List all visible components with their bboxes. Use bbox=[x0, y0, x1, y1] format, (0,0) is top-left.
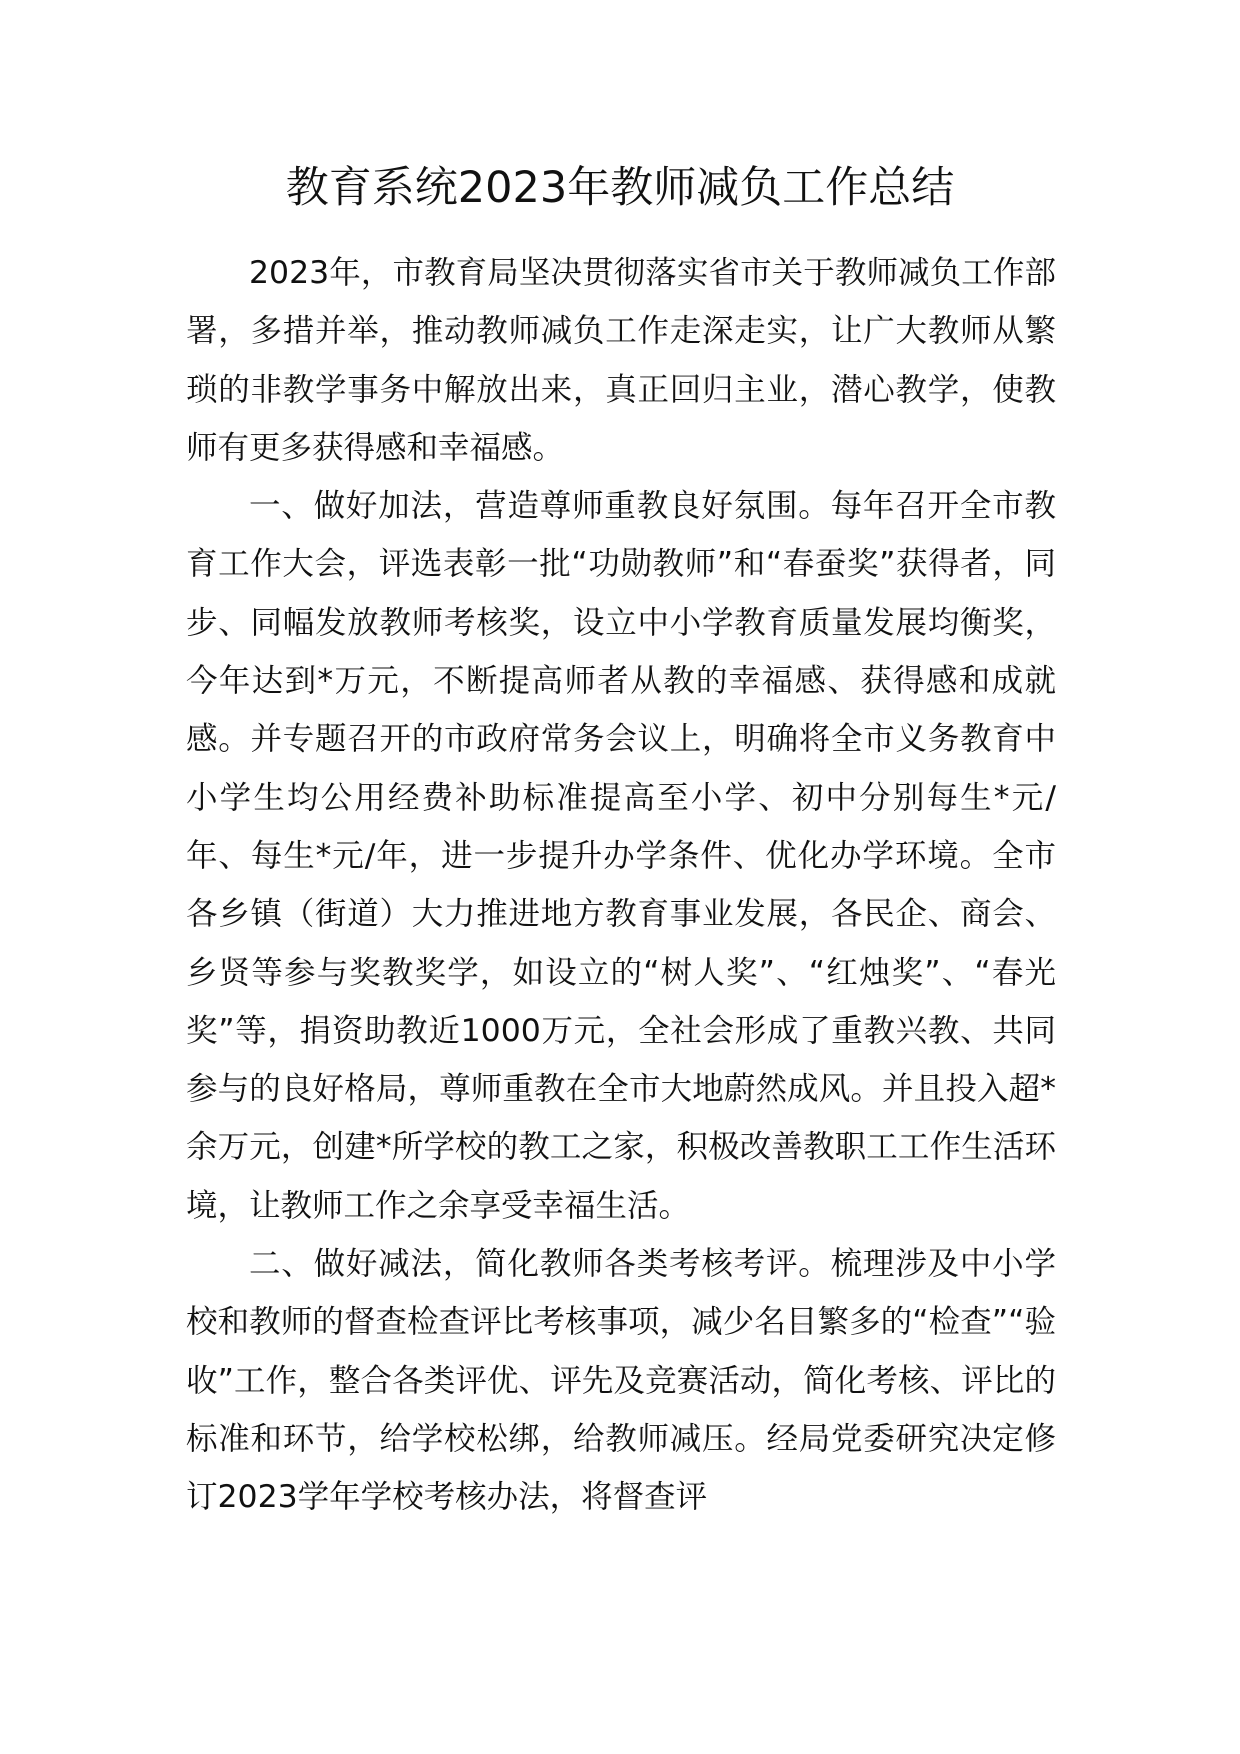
paragraph-text: 每年召开全市教育工作大会，评选表彰一批“功勋教师”和“春蚕奖”获得者，同步、同幅发放教师考核奖，设立中小学教育质量发展均衡奖，今年达到*万元，不断提高师者从教的幸福感、获得感和成就感。并专题召开的市政府常务会议上，明确将全市义务教育中小学生均公用经费补助标准提高至小学、初中分别每生*元/年、每生*元/年，进一步提升办学条件、优化办学环境。全市各乡镇（街道）大力推进地方教育事业发展，各民企、商会、乡贤等参与奖教奖学，如设立的“树人奖”、“红烛奖”、“春光奖”等，捐资助教近1000万元，全社会形成了重教兴教、共同参与的良好格局，尊师重教在全市大地蔚然成风。并且投入超*余万元，创建*所学校的教工之家，积极改善教职工工作生活环境，让教师工作之余享受幸福生活。 bbox=[186, 488, 1056, 1224]
paragraph-lead: 二、做好减法，简化教师各类考核考评。 bbox=[249, 1246, 831, 1283]
paragraph-lead: 一、做好加法，营造尊师重教良好氛围。 bbox=[249, 488, 831, 525]
paragraph-section-1 bbox=[186, 477, 1056, 1235]
paragraph-intro bbox=[186, 244, 1056, 477]
paragraph-text: 梳理涉及中小学校和教师的督查检查评比考核事项，减少名目繁多的“检查”“验收”工作，整合各类评优、评先及竞赛活动，简化考核、评比的标准和环节，给学校松绑，给教师减压。经局党委研究决定修订2023学年学校考核办法，将督查评 bbox=[186, 1246, 1056, 1516]
document-body bbox=[186, 244, 1056, 1527]
document-title: 教育系统2023年教师减负工作总结 bbox=[285, 163, 955, 213]
paragraph-section-2 bbox=[186, 1235, 1056, 1526]
paragraph-text: 2023年，市教育局坚决贯彻落实省市关于教师减负工作部署，多措并举，推动教师减负工作走深走实，让广大教师从繁琐的非教学事务中解放出来，真正回归主业，潜心教学，使教师有更多获得感和幸福感。 bbox=[186, 255, 1056, 466]
